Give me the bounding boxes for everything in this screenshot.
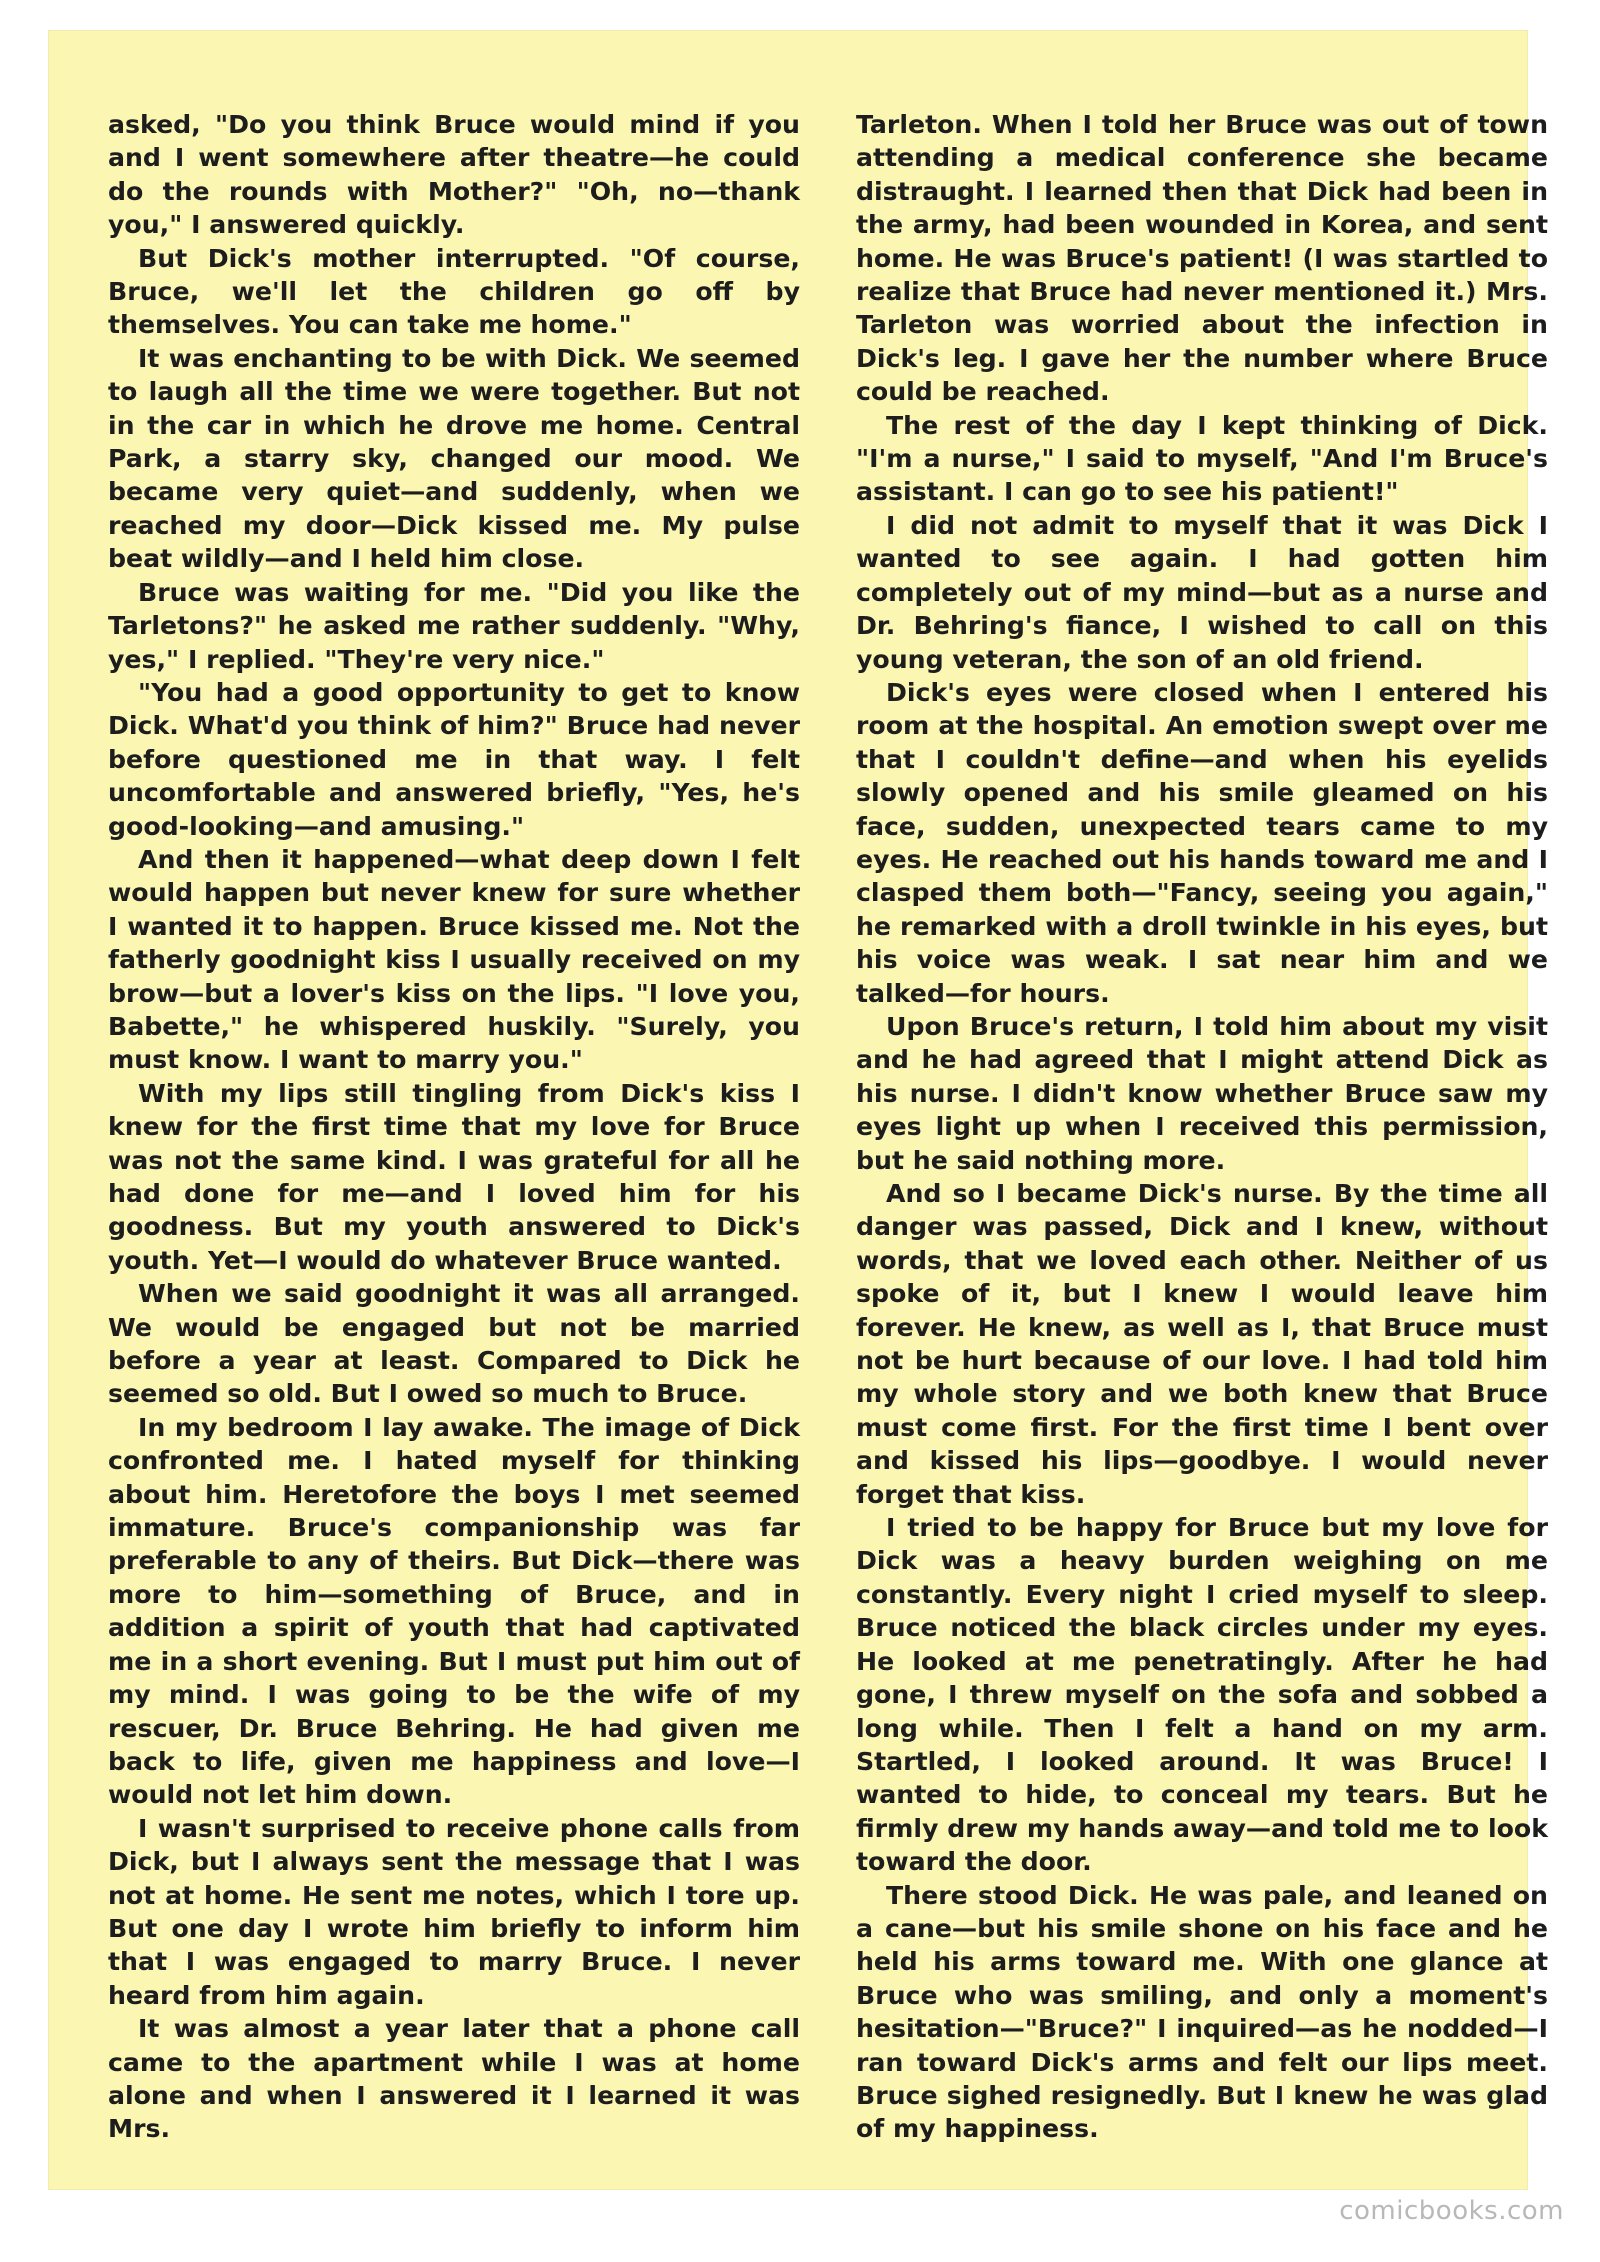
paragraph: Upon Bruce's return, I told him about my visit and he had agreed that I might attend Dick as his nurse. I didn't know whether Bruce saw my eyes light up when I received this permission, but he said nothing more. [856, 1011, 1548, 1175]
site-watermark: comicbooks.com [1339, 2196, 1564, 2226]
paragraph: And then it happened—what deep down I felt would happen but never knew for sure whether I wanted it to happen. Bruce kissed me. Not the fatherly goodnight kiss I usually received on my brow—but a lover's kiss on the lips. "I love you, Babette," he whispered huskily. "Surely, you must know. I want to marry you." [108, 844, 800, 1075]
paragraph: Tarleton. When I told her Bruce was out of town attending a medical conference she became distraught. I learned then that Dick had been in the army, had been wounded in Korea, and sent home. He was Bruce's patient! (I was startled to realize that Bruce had never mentioned it.) Mrs. Tarleton was worried about the infection in Dick's leg. I gave her the number where Bruce could be reached. [856, 110, 1548, 407]
paragraph: I wasn't surprised to receive phone calls from Dick, but I always sent the message that I was not at home. He sent me notes, which I tore up. But one day I wrote him briefly to inform him that I was engaged to marry Bruce. I never heard from him again. [108, 1813, 800, 2010]
paragraph: Dick's eyes were closed when I entered his room at the hospital. An emotion swept over me that I couldn't define—and when his eyelids slowly opened and his smile gleamed on his face, sudden, unexpected tears came to my eyes. He reached out his hands toward me and I clasped them both—"Fancy, seeing you again," he remarked with a droll twinkle in his eyes, but his voice was weak. I sat near him and we talked—for hours. [856, 677, 1548, 1008]
paragraph: Bruce was waiting for me. "Did you like the Tarletons?" he asked me rather suddenly. "Why, yes," I replied. "They're very nice." [108, 577, 800, 674]
paper-background [48, 30, 1548, 2190]
paragraph: It was almost a year later that a phone call came to the apartment while I was at home alone and when I answered it I learned it was Mrs. [108, 2014, 800, 2144]
paragraph: It was enchanting to be with Dick. We seemed to laugh all the time we were together. But not in the car in which he drove me home. Central Park, a starry sky, changed our mood. We became very quiet—and suddenly, when we reached my door—Dick kissed me. My pulse beat wildly—and I held him close. [108, 343, 800, 574]
paragraph: I tried to be happy for Bruce but my love for Dick was a heavy burden weighing on me constantly. Every night I cried myself to sleep. Bruce noticed the black circles under my eyes. He looked at me penetratingly. After he had gone, I threw myself on the sofa and sobbed a long while. Then I felt a hand on my arm. Startled, I looked around. It was Bruce! I wanted to hide, to conceal my tears. But he firmly drew my hands away—and told me to look toward the door. [856, 1513, 1548, 1877]
paragraph: But Dick's mother interrupted. "Of course, Bruce, we'll let the children go off by themselves. You can take me home." [108, 243, 800, 340]
paragraph: And so I became Dick's nurse. By the time all danger was passed, Dick and I knew, without words, that we loved each other. Neither of us spoke of it, but I knew I would leave him forever. He knew, as well as I, that Bruce must not be hurt because of our love. I had told him my whole story and we both knew that Bruce must come first. For the first time I bent over and kissed his lips—goodbye. I would never forget that kiss. [856, 1179, 1548, 1509]
paragraph: asked, "Do you think Bruce would mind if you and I went somewhere after theatre—he could do the rounds with Mother?" "Oh, no—thank you," I answered quickly. [108, 110, 800, 240]
paragraph: With my lips still tingling from Dick's kiss I knew for the first time that my love for Bruce was not the same kind. I was grateful for all he had done for me—and I loved him for his goodness. But my youth answered to Dick's youth. Yet—I would do whatever Bruce wanted. [108, 1078, 800, 1275]
paragraph: In my bedroom I lay awake. The image of Dick confronted me. I hated myself for thinking about him. Heretofore the boys I met seemed immature. Bruce's companionship was far preferable to any of theirs. But Dick—there was more to him—something of Bruce, and in addition a spirit of youth that had captivated me in a short evening. But I must put him out of my mind. I was going to be the wife of my rescuer, Dr. Bruce Behring. He had given me back to life, given me happiness and love—I would not let him down. [108, 1412, 800, 1810]
paragraph: The rest of the day I kept thinking of Dick. "I'm a nurse," I said to myself, "And I'm Bruce's assistant. I can go to see his patient!" [856, 410, 1548, 507]
text-column-left [108, 108, 800, 2168]
paragraph: I did not admit to myself that it was Dick I wanted to see again. I had gotten him completely out of my mind—but as a nurse and Dr. Behring's fiance, I wished to call on this young veteran, the son of an old friend. [856, 510, 1548, 674]
paragraph: There stood Dick. He was pale, and leaned on a cane—but his smile shone on his face and he held his arms toward me. With one glance at Bruce who was smiling, and only a moment's hesitation—"Bruce?" I inquired—as he nodded—I ran toward Dick's arms and felt our lips meet. Bruce sighed resignedly. But I knew he was glad of my happiness. [856, 1880, 1548, 2144]
text-column-right [856, 108, 1548, 2168]
paragraph: "You had a good opportunity to get to know Dick. What'd you think of him?" Bruce had never before questioned me in that way. I felt uncomfortable and answered briefly, "Yes, he's good-looking—and amusing." [108, 677, 800, 841]
paragraph: When we said goodnight it was all arranged. We would be engaged but not be married before a year at least. Compared to Dick he seemed so old. But I owed so much to Bruce. [108, 1279, 800, 1409]
